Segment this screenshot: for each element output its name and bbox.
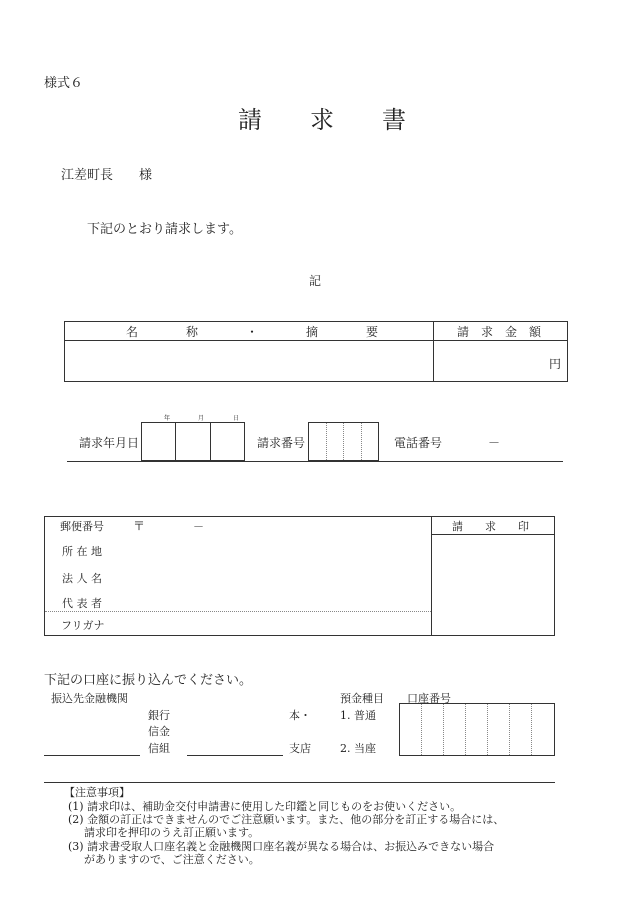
branch-name-line [187,755,283,756]
date-divider-2 [210,422,211,461]
name-summary-input-area[interactable] [65,341,432,381]
form-label: 様式６ [44,76,84,91]
col-name-summary: 名 称 ・ 摘 要 [126,325,379,339]
deposit-type-futsu[interactable]: 1. 普通 [340,709,376,722]
page-title: 請 求 書 [238,106,406,134]
note-item-1: (1) 請求印は、補助金交付申請書に使用した印鑑と同じものをお使いください。 [68,800,462,813]
bank-type-shinkumi: 信組 [148,742,170,755]
intro-text: 下記のとおり請求します。 [87,222,242,237]
institution-label: 振込先金融機関 [51,692,128,705]
date-divider-1 [175,422,176,461]
acct-divider-6 [531,704,532,755]
notes-divider [44,782,555,783]
address-label: 所 在 地 [62,545,102,558]
acct-divider-4 [487,704,488,755]
account-number-label: 口座番号 [407,692,451,705]
bank-type-bank: 銀行 [148,709,170,722]
branch-label: 支店 [289,742,311,755]
request-number-label: 請求番号 [257,436,306,450]
postal-code-field[interactable] [148,517,418,533]
postal-dash: － [193,520,204,533]
representative-label: 代 表 者 [62,597,102,610]
year-label: 年 [164,415,171,422]
furigana-divider [45,611,431,612]
bank-type-shinkin: 信金 [148,725,170,738]
acct-divider-3 [465,704,466,755]
postal-code-label: 郵便番号 [60,520,104,533]
num-divider-1 [326,423,327,460]
note-item-2: (2) 金額の訂正はできませんのでご注意願います。また、他の部分を訂正する場合には、 [68,813,505,826]
acct-divider-1 [421,704,422,755]
note-item-3-cont: がありますので、ご注意ください。 [84,853,260,866]
seal-label: 請 求 印 [452,520,529,533]
head-office-label: 本・ [289,709,311,722]
name-summary-field[interactable] [436,341,560,381]
deposit-type-toza[interactable]: 2. 当座 [340,742,376,755]
ki-label: 記 [309,274,322,288]
day-label: 日 [233,415,240,422]
amount-table-col-divider [433,321,434,382]
postal-mark: 〒 [133,519,146,533]
furigana-field[interactable] [130,614,420,632]
bank-name-field[interactable] [44,710,140,754]
representative-field[interactable] [130,592,420,608]
transfer-instruction: 下記の口座に振り込んでください。 [44,673,253,688]
phone-label: 電話番号 [394,436,443,450]
date-row-underline [67,461,563,462]
num-divider-3 [361,423,362,460]
corp-name-label: 法 人 名 [62,572,102,585]
seal-area[interactable] [432,535,554,635]
deposit-type-label: 預金種目 [340,692,384,705]
bank-name-line [44,755,140,756]
note-item-3: (3) 請求書受取人口座名義と金融機関口座名義が異なる場合は、お振込みできない場合 [68,840,495,853]
address-field[interactable] [130,540,420,558]
month-label: 月 [198,415,205,422]
note-item-2-cont: 請求印を押印のうえ訂正願います。 [84,826,260,839]
addressee: 江差町長 様 [61,168,153,183]
request-date-label: 請求年月日 [79,436,140,450]
notes-heading: 【注意事項】 [64,786,130,799]
col-request-amount: 請 求 金 額 [457,325,542,339]
corp-name-field[interactable] [130,567,420,585]
acct-divider-2 [443,704,444,755]
acct-divider-5 [509,704,510,755]
num-divider-2 [343,423,344,460]
phone-input-area[interactable] [450,428,560,456]
request-date-boxes[interactable] [141,422,245,461]
branch-name-field[interactable] [187,710,283,754]
yen-unit: 円 [549,357,562,371]
furigana-label: フリガナ [61,619,105,632]
phone-dash: － [488,436,501,450]
